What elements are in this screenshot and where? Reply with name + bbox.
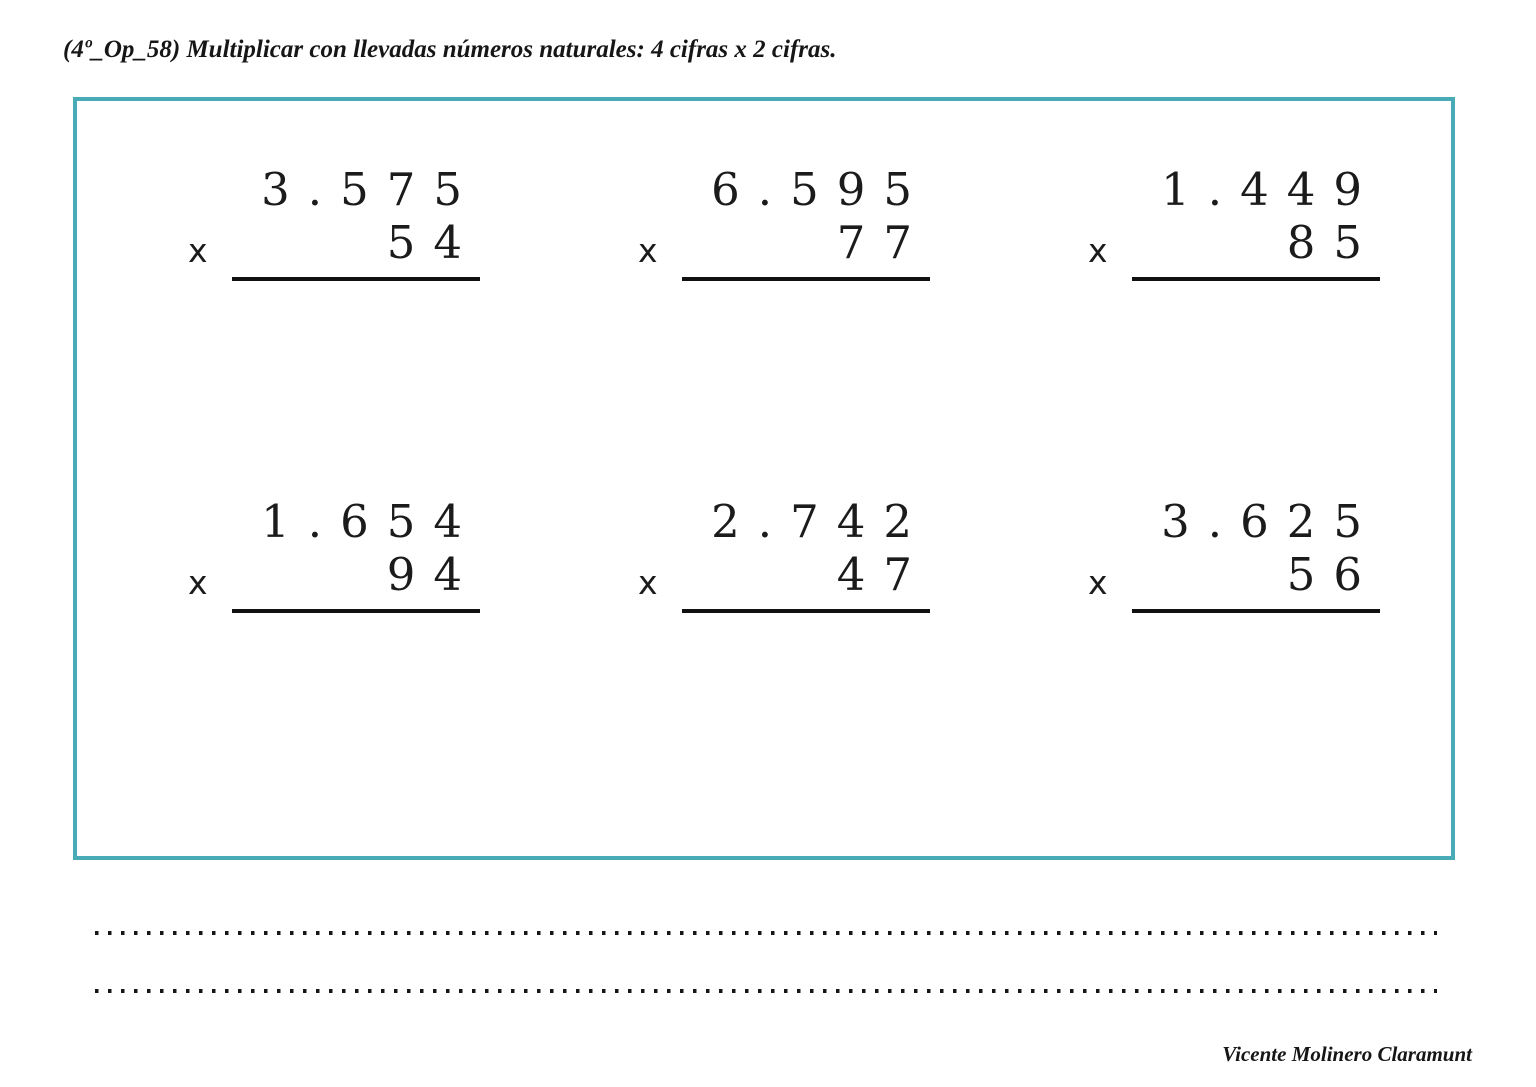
multiply-sign: x	[188, 231, 208, 270]
multiplicand: 2.742	[711, 495, 930, 548]
multiplicand: 3.625	[1161, 495, 1380, 548]
author-signature: Vicente Molinero Claramunt	[1222, 1042, 1472, 1066]
multiplier-row	[188, 216, 480, 281]
multiply-sign: x	[1088, 231, 1108, 270]
multiplier-row	[1088, 548, 1380, 613]
multiplier-underline	[1132, 216, 1380, 281]
multiplier-underline	[682, 216, 930, 281]
page-title: (4º_Op_58) Multiplicar con llevadas números naturales: 4 cifras x 2 cifras.	[63, 36, 837, 63]
multiplier: 54	[386, 216, 480, 269]
multiplier: 56	[1286, 548, 1380, 601]
multiplier: 47	[836, 548, 930, 601]
multiplication-problem-3	[1088, 163, 1380, 281]
multiplication-problem-4	[188, 495, 480, 613]
multiplier: 94	[386, 548, 480, 601]
dotted-answer-line-2	[95, 989, 1437, 993]
multiply-sign: x	[638, 563, 658, 602]
multiplier-underline	[682, 548, 930, 613]
multiplier: 85	[1286, 216, 1380, 269]
multiplication-problem-5	[638, 495, 930, 613]
multiplier-row	[188, 548, 480, 613]
multiplier-row	[1088, 216, 1380, 281]
multiplication-problem-6	[1088, 495, 1380, 613]
multiplier: 77	[836, 216, 930, 269]
multiplier-underline	[232, 216, 480, 281]
multiplier-row	[638, 216, 930, 281]
multiply-sign: x	[638, 231, 658, 270]
multiplicand: 1.654	[261, 495, 480, 548]
multiplier-underline	[1132, 548, 1380, 613]
multiplier-underline	[232, 548, 480, 613]
multiply-sign: x	[188, 563, 208, 602]
dotted-answer-line-1	[95, 931, 1437, 935]
problems-grid	[77, 101, 1451, 613]
multiplicand: 1.449	[1161, 163, 1380, 216]
multiplication-problem-2	[638, 163, 930, 281]
multiply-sign: x	[1088, 563, 1108, 602]
multiplicand: 3.575	[261, 163, 480, 216]
multiplier-row	[638, 548, 930, 613]
multiplicand: 6.595	[711, 163, 930, 216]
multiplication-problem-1	[188, 163, 480, 281]
problems-frame	[73, 97, 1455, 860]
